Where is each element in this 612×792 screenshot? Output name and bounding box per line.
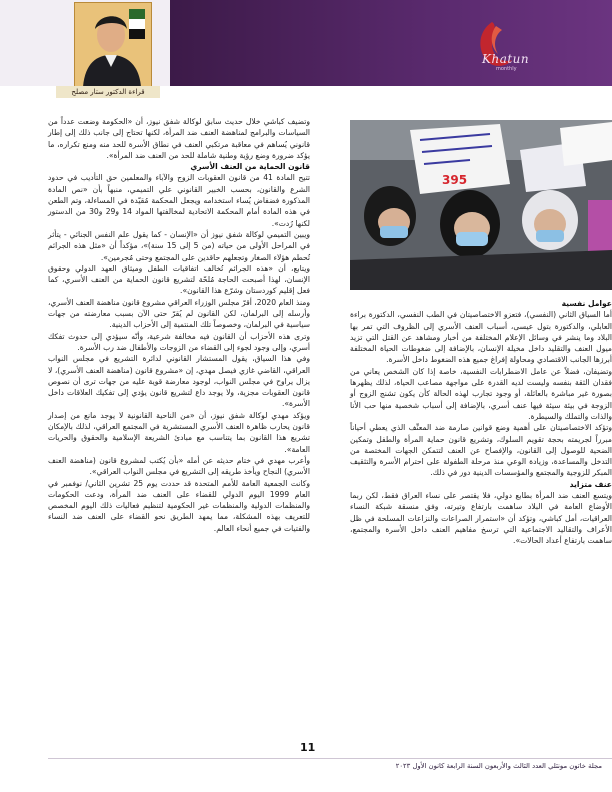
paragraph: وكانت الجمعية العامة للأمم المتحدة قد حددت يوم 25 تشرين الثاني/ نوفمبر في العام 1999 اليوم الدولي للقضاء على العنف ضد المرأة، ودعت الحكومات والمنظمات الدولية والمنظمات غير الحكومية لتنظيم فعاليات ذلك اليوم المخصص للتعريف بهذه المشكلة، مما يمهد الطريق نحو القضاء على العنف ضد النساء والفتيات في جميع أنحاء العالم. <box>48 478 311 533</box>
footer-divider <box>48 758 612 759</box>
paragraph: وتضيفان، فضلاً عن عامل الاضطرابات النفسية، خاصة إذا كان الشخص يعاني من فقدان الثقة بنفسه وليست لديه القدرة على مواجهة مصاعب الحياة، لذلك يظهرها بصورة غير مباشرة بالعائلة، أو وجود تجارب لهذه الحالة كأن يكون تشنج الزوج أو الزوجة في بيئة سيئة فيها عنف أسري، بالإضافة إلى أسباب شخصية منها حب الأنا والذات والتملك والسيطرة. <box>350 366 612 421</box>
paragraph: وتضيف كباشي خلال حديث سابق لوكالة شفق نيوز، أن «الحكومة وضعت عدداً من السياسات والبرامج لمناهضة العنف ضد المرأة، لكنها تحتاج إلى جانب ذلك إلى إطار قانوني يُساهم في معاقبة مرتكبي العنف في نطاق الأسرة للحد منه ومنع تكراره، ما يؤكد ضرورة وضع رؤية وطنية شاملة للحد من العنف ضد المرأة». <box>48 117 310 160</box>
paragraph: ويؤكد مهدي لوكالة شفق نيوز، أن «من الناحية القانونية لا يوجد مانع من إصدار قانون يحارب ظاهرة العنف الأسري المستشرية في المجتمع العراقي، لذلك بالإمكان تشريع هذا القانون بما يتناسب مع مبادئ الشريعة الإسلامية والحقوق والحريات العامة». <box>48 410 310 454</box>
paragraph: ومنذ العام 2020، أقرّ مجلس الوزراء العراقي مشروع قانون مناهضة العنف الأسري، وأرسله إلى البرلمان، لكن القانون لم يُقرّ حتى الآن بسبب معارضته من جهات سياسية في البرلمان، وخصوصاً تلك المنتمية إلى الأحزاب الدينية. <box>47 297 310 330</box>
article-column-right <box>350 298 612 738</box>
header-banner <box>170 0 612 86</box>
section-heading: عنف متزايد <box>569 479 612 489</box>
paragraph: وترى هذه الأحزاب أن القانون فيه مخالفة شرعية، وأنّه سيؤدي إلى حدوث تفكك أسري، وإلى وجود لجوء إلى القضاء من الزوجات والأطفال ضد رب الأسرة. <box>48 331 310 352</box>
page-number: 11 <box>300 741 316 754</box>
paragraph: تتيح المادة 41 من قانون العقوبات الزوج والآباء والمعلمين حق التأديب في حدود الشرع والقانون، بحسب الخبير القانوني علي التميمي، منبهاً بأن «نص المادة المذكورة فضفاض يُساء استخدامه ويجعل المحكمة مُقيّدة في المساءلة، وتم الطعن في هذه المادة أمام المحكمة الاتحادية لمخالفتها المواد 14 و29 و30 من الدستور لكنها رُدت». <box>48 173 310 228</box>
protest-photo <box>350 120 612 290</box>
logo-wordmark: Khatun <box>482 52 530 66</box>
article-column-left <box>48 116 310 746</box>
paragraph: وأعرب مهدي في ختام حديثه عن أمله «بأن يُكتب لمشروع قانون (مناهضة العنف الأسري) النجاح ويأخذ طريقه إلى التشريع في مجلس النواب العراقي». <box>48 455 310 477</box>
paragraph: ويتسع العنف ضد المرأة بطابع دولي، فلا يقتصر على نساء العراق فقط، لكن ربما الأوضاع العامة في البلاد ساهمت بارتفاع وتيرته، وفق منسقة شبكة النساء العراقيات، أمل كباشي، وتؤكد أن «استمرار الصراعات والنزاعات المسلحة في ظل الأعراف والتقاليد الاجتماعية التي ترسخ مفاهيم العنف داخل الأسرة والمجتمع، ساهمت بارتفاع أعداد الحالات». <box>350 491 612 546</box>
logo-subtitle: monthly <box>496 66 517 72</box>
paragraph: وتؤكد الاختصاصيتان على أهمية وضع قوانين صارمة ضد المعنِّف الذي يعطي أحياناً مبرراً لجريمته بحجة تقويم السلوك، وتشريع قانون حماية المرأة والطفل وتمكين الضحية للوصول إلى القانون، والإفصاح عن العنف لتتمكن الجهات المختصة من التدخل والمساعدة، وزيادة الوعي منذ مرحلة الطفولة على احترام الأسرة والتثقيف المبكر للزوجية والمجتمع والمؤسسات الدينية دور في ذلك. <box>350 423 612 478</box>
author-portrait <box>74 2 152 88</box>
section-heading: قانون الحماية من العنف الأسري <box>190 162 310 172</box>
paragraph: أما السياق الثاني (النفسي)، فتعزو الاختصاصيتان في الطب النفسي، الدكتورة براءة العابلي، والدكتورة بتول عيسى، أسباب العنف الأسري إلى الظروف التي تمر بها البلاد وما ينشر في وسائل الإعلام المختلفة من أخبار ومشاهد عن القتل التي تزيد ميول العنف والتقليد داخل مخيلة الإنسان، بالإضافة إلى ضغوطات الحياة المختلفة أبرزها الجانب الاقتصادي ومحاولة إفراغ جميع هذه الضغوط داخل الأسرة. <box>350 310 612 365</box>
photo-caption: عوامل نفسية <box>561 299 612 308</box>
footer-issue-info: مجلة خاتون مونثلي العدد الثالث والأربعون السنة الرابعة كانون الأول ٢٠٢٣ <box>395 762 602 770</box>
author-caption: قراءة الدكتور ستار مصلح <box>56 86 160 98</box>
paragraph: وفي هذا السياق، يقول المستشار القانوني لدائرة التشريع في مجلس النواب العراقي، القاضي غازي فيصل مهدي، إن «مشروع قانون (مناهضة العنف الأسري)، لا يزال يراوح في مجلس النواب، لوجود معارضة قوية عليه من جهات ترى أن نصوص قانون العقوبات مجزية، ولا يوجد داع لتشريع قانون يؤدي إلى تفكيك العلاقات داخل الأسرة». <box>48 354 310 409</box>
paragraph: ويتابع، أن «هذه الجرائم تُخالف اتفاقيات الطفل وميثاق العهد الدولي وحقوق الإنسان، لهذا أصبحت الحاجة مُلحّة لتشريع قانون الحماية من العنف الأسري، كما فعل إقليم كوردستان وشرّع هذا القانون». <box>48 263 310 296</box>
sign-number: 395 <box>442 173 468 187</box>
paragraph: ويبين التميمي لوكالة شفق نيوز أن «الإنسان - كما يقول علم النفس الجنائي - يتأثر في المراحل الأولى من حياته (من 5 إلى 15 سنة)»، مؤكداً أن «مثل هذه الجرائم تُحطم هؤلاء الصغار وتجعلهم حاقدين على المجتمع وحتى مُجرمين». <box>48 229 310 262</box>
